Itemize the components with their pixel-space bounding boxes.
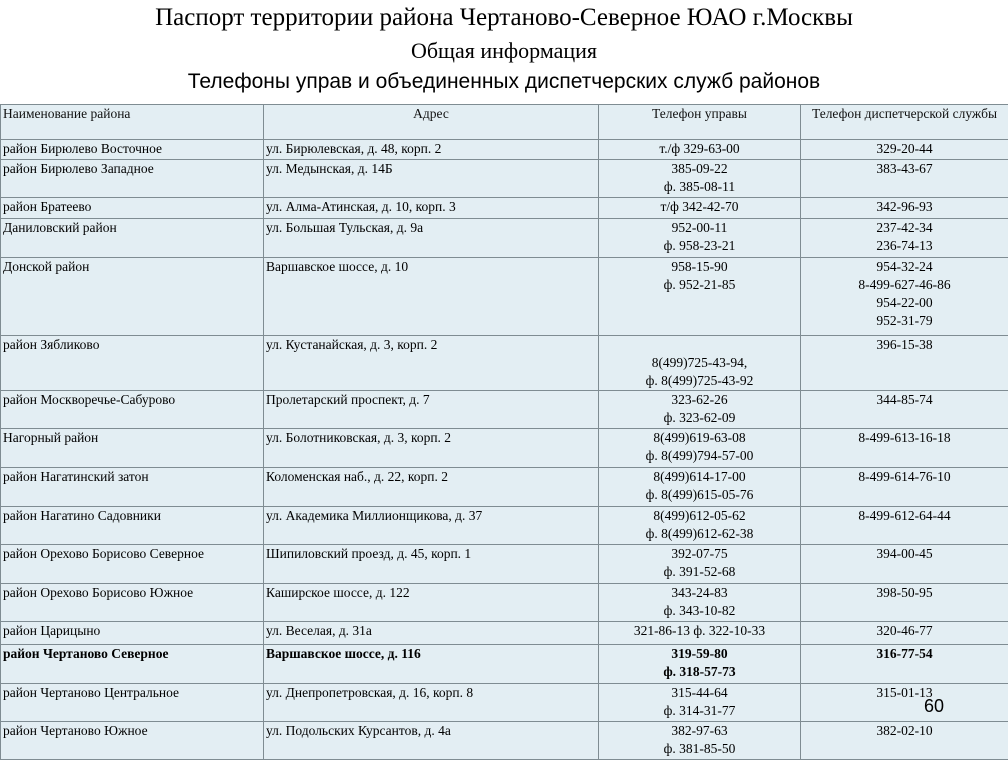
district-cell: район Москворечье-Сабурово [1, 391, 264, 429]
table-row [1, 258, 1008, 336]
dispatch-phone-line: 398-50-95 [801, 584, 1008, 602]
dispatch-phone-cell [801, 391, 1008, 429]
address-cell: ул. Подольских Курсантов, д. 4а [264, 722, 599, 760]
table-row [1, 160, 1008, 198]
uprava-phone-cell [599, 198, 801, 219]
address-cell: Шипиловский проезд, д. 45, корп. 1 [264, 545, 599, 584]
dispatch-phone-cell [801, 584, 1008, 622]
page-subtitle: Общая информация [0, 38, 1008, 64]
district-cell: район Чертаново Центральное [1, 684, 264, 722]
uprava-phone-line: ф. 318-57-73 [599, 663, 800, 681]
uprava-phone-cell [599, 507, 801, 545]
uprava-phone-line: 319-59-80 [599, 645, 800, 663]
table-row [1, 684, 1008, 722]
dispatch-phone-line: 8-499-614-76-10 [801, 468, 1008, 486]
page-title: Паспорт территории района Чертаново-Северное ЮАО г.Москвы [0, 4, 1008, 32]
uprava-phone-cell [599, 258, 801, 336]
dispatch-phone-line: 954-22-00 [801, 294, 1008, 312]
dispatch-phone-cell [801, 198, 1008, 219]
dispatch-phone-line: 8-499-612-64-44 [801, 507, 1008, 525]
uprava-phone-line: ф. 8(499)612-62-38 [599, 525, 800, 543]
uprava-phone-line [599, 336, 800, 354]
uprava-phone-line: ф. 8(499)794-57-00 [599, 447, 800, 465]
dispatch-phone-line: 394-00-45 [801, 545, 1008, 563]
dispatch-phone-line: 382-02-10 [801, 722, 1008, 740]
uprava-phone-line: ф. 391-52-68 [599, 563, 800, 581]
dispatch-phone-line: 396-15-38 [801, 336, 1008, 354]
uprava-phone-cell [599, 468, 801, 507]
phone-table-body [1, 105, 1008, 760]
uprava-phone-line: 385-09-22 [599, 160, 800, 178]
address-cell: ул. Алма-Атинская, д. 10, корп. 3 [264, 198, 599, 219]
district-cell: район Зябликово [1, 336, 264, 391]
district-cell: район Орехово Борисово Северное [1, 545, 264, 584]
dispatch-phone-cell [801, 140, 1008, 160]
uprava-phone-line: 323-62-26 [599, 391, 800, 409]
address-cell: Коломенская наб., д. 22, корп. 2 [264, 468, 599, 507]
uprava-phone-line: 8(499)619-63-08 [599, 429, 800, 447]
uprava-phone-line: ф. 8(499)615-05-76 [599, 486, 800, 504]
uprava-phone-cell [599, 160, 801, 198]
district-cell: район Бирюлево Западное [1, 160, 264, 198]
address-cell: ул. Бирюлевская, д. 48, корп. 2 [264, 140, 599, 160]
district-cell: район Царицыно [1, 622, 264, 645]
table-row [1, 622, 1008, 645]
uprava-phone-line: ф. 314-31-77 [599, 702, 800, 720]
district-cell: Донской район [1, 258, 264, 336]
district-cell: Нагорный район [1, 429, 264, 468]
district-cell: район Нагатинский затон [1, 468, 264, 507]
uprava-phone-line: 8(499)614-17-00 [599, 468, 800, 486]
dispatch-phone-line: 237-42-34 [801, 219, 1008, 237]
uprava-phone-line: ф. 952-21-85 [599, 276, 800, 294]
uprava-phone-line: 392-07-75 [599, 545, 800, 563]
table-row [1, 645, 1008, 684]
uprava-phone-cell [599, 336, 801, 391]
dispatch-phone-line: 320-46-77 [801, 622, 1008, 640]
uprava-phone-line: 343-24-83 [599, 584, 800, 602]
uprava-phone-line: 321-86-13 ф. 322-10-33 [599, 622, 800, 640]
address-cell: ул. Академика Миллионщикова, д. 37 [264, 507, 599, 545]
address-cell: ул. Болотниковская, д. 3, корп. 2 [264, 429, 599, 468]
uprava-phone-cell [599, 645, 801, 684]
table-row [1, 391, 1008, 429]
uprava-phone-line: ф. 343-10-82 [599, 602, 800, 620]
district-cell: район Бирюлево Восточное [1, 140, 264, 160]
dispatch-phone-cell [801, 336, 1008, 391]
table-row [1, 507, 1008, 545]
district-cell: район Орехово Борисово Южное [1, 584, 264, 622]
table-row [1, 584, 1008, 622]
dispatch-phone-line: 344-85-74 [801, 391, 1008, 409]
address-cell: Варшавское шоссе, д. 10 [264, 258, 599, 336]
table-heading: Телефоны управ и объединенных диспетчерских служб районов [0, 70, 1008, 94]
dispatch-phone-line: 8-499-613-16-18 [801, 429, 1008, 447]
dispatch-phone-line: 952-31-79 [801, 312, 1008, 330]
dispatch-phone-cell [801, 722, 1008, 760]
phone-table [0, 104, 1008, 760]
dispatch-phone-line: 342-96-93 [801, 198, 1008, 216]
dispatch-phone-line: 383-43-67 [801, 160, 1008, 178]
uprava-phone-line: 958-15-90 [599, 258, 800, 276]
table-row [1, 219, 1008, 258]
address-cell: ул. Кустанайская, д. 3, корп. 2 [264, 336, 599, 391]
uprava-phone-line: ф. 381-85-50 [599, 740, 800, 758]
address-cell: Пролетарский проспект, д. 7 [264, 391, 599, 429]
uprava-phone-line: 952-00-11 [599, 219, 800, 237]
dispatch-phone-line: 315-01-13 [801, 684, 1008, 702]
address-cell: ул. Медынская, д. 14Б [264, 160, 599, 198]
table-row [1, 468, 1008, 507]
column-header-address: Адрес [264, 105, 599, 140]
district-cell: район Нагатино Садовники [1, 507, 264, 545]
dispatch-phone-line: 954-32-24 [801, 258, 1008, 276]
address-cell: Каширское шоссе, д. 122 [264, 584, 599, 622]
dispatch-phone-cell [801, 219, 1008, 258]
page-number: 60 [924, 696, 944, 717]
dispatch-phone-cell [801, 645, 1008, 684]
uprava-phone-cell [599, 219, 801, 258]
address-cell: ул. Веселая, д. 31а [264, 622, 599, 645]
district-cell: район Чертаново Северное [1, 645, 264, 684]
address-cell: ул. Большая Тульская, д. 9а [264, 219, 599, 258]
district-cell: район Братеево [1, 198, 264, 219]
dispatch-phone-cell [801, 545, 1008, 584]
dispatch-phone-cell [801, 684, 1008, 722]
uprava-phone-line: ф. 323-62-09 [599, 409, 800, 427]
uprava-phone-cell [599, 584, 801, 622]
dispatch-phone-cell [801, 468, 1008, 507]
table-row [1, 198, 1008, 219]
dispatch-phone-cell [801, 507, 1008, 545]
dispatch-phone-line: 329-20-44 [801, 140, 1008, 158]
uprava-phone-line: 8(499)725-43-94, [599, 354, 800, 372]
address-cell: Варшавское шоссе, д. 116 [264, 645, 599, 684]
uprava-phone-cell [599, 391, 801, 429]
table-row [1, 140, 1008, 160]
uprava-phone-cell [599, 622, 801, 645]
column-header-district: Наименование района [1, 105, 264, 140]
uprava-phone-line: 8(499)612-05-62 [599, 507, 800, 525]
column-header-dispatch-phone: Телефон диспетчерской службы [801, 105, 1008, 140]
dispatch-phone-cell [801, 622, 1008, 645]
uprava-phone-line: ф. 8(499)725-43-92 [599, 372, 800, 390]
dispatch-phone-cell [801, 160, 1008, 198]
district-cell: Даниловский район [1, 219, 264, 258]
uprava-phone-line: ф. 385-08-11 [599, 178, 800, 196]
table-row [1, 722, 1008, 760]
district-cell: район Чертаново Южное [1, 722, 264, 760]
uprava-phone-line: 315-44-64 [599, 684, 800, 702]
uprava-phone-cell [599, 545, 801, 584]
address-cell: ул. Днепропетровская, д. 16, корп. 8 [264, 684, 599, 722]
dispatch-phone-cell [801, 258, 1008, 336]
table-row [1, 429, 1008, 468]
table-row [1, 336, 1008, 391]
uprava-phone-cell [599, 140, 801, 160]
uprava-phone-cell [599, 429, 801, 468]
table-header-row [1, 105, 1008, 140]
uprava-phone-cell [599, 722, 801, 760]
table-row [1, 545, 1008, 584]
dispatch-phone-cell [801, 429, 1008, 468]
dispatch-phone-line: 8-499-627-46-86 [801, 276, 1008, 294]
dispatch-phone-line: 236-74-13 [801, 237, 1008, 255]
uprava-phone-line: т./ф 329-63-00 [599, 140, 800, 158]
dispatch-phone-line: 316-77-54 [801, 645, 1008, 663]
uprava-phone-line: ф. 958-23-21 [599, 237, 800, 255]
uprava-phone-cell [599, 684, 801, 722]
column-header-uprava-phone: Телефон управы [599, 105, 801, 140]
uprava-phone-line: т/ф 342-42-70 [599, 198, 800, 216]
uprava-phone-line: 382-97-63 [599, 722, 800, 740]
